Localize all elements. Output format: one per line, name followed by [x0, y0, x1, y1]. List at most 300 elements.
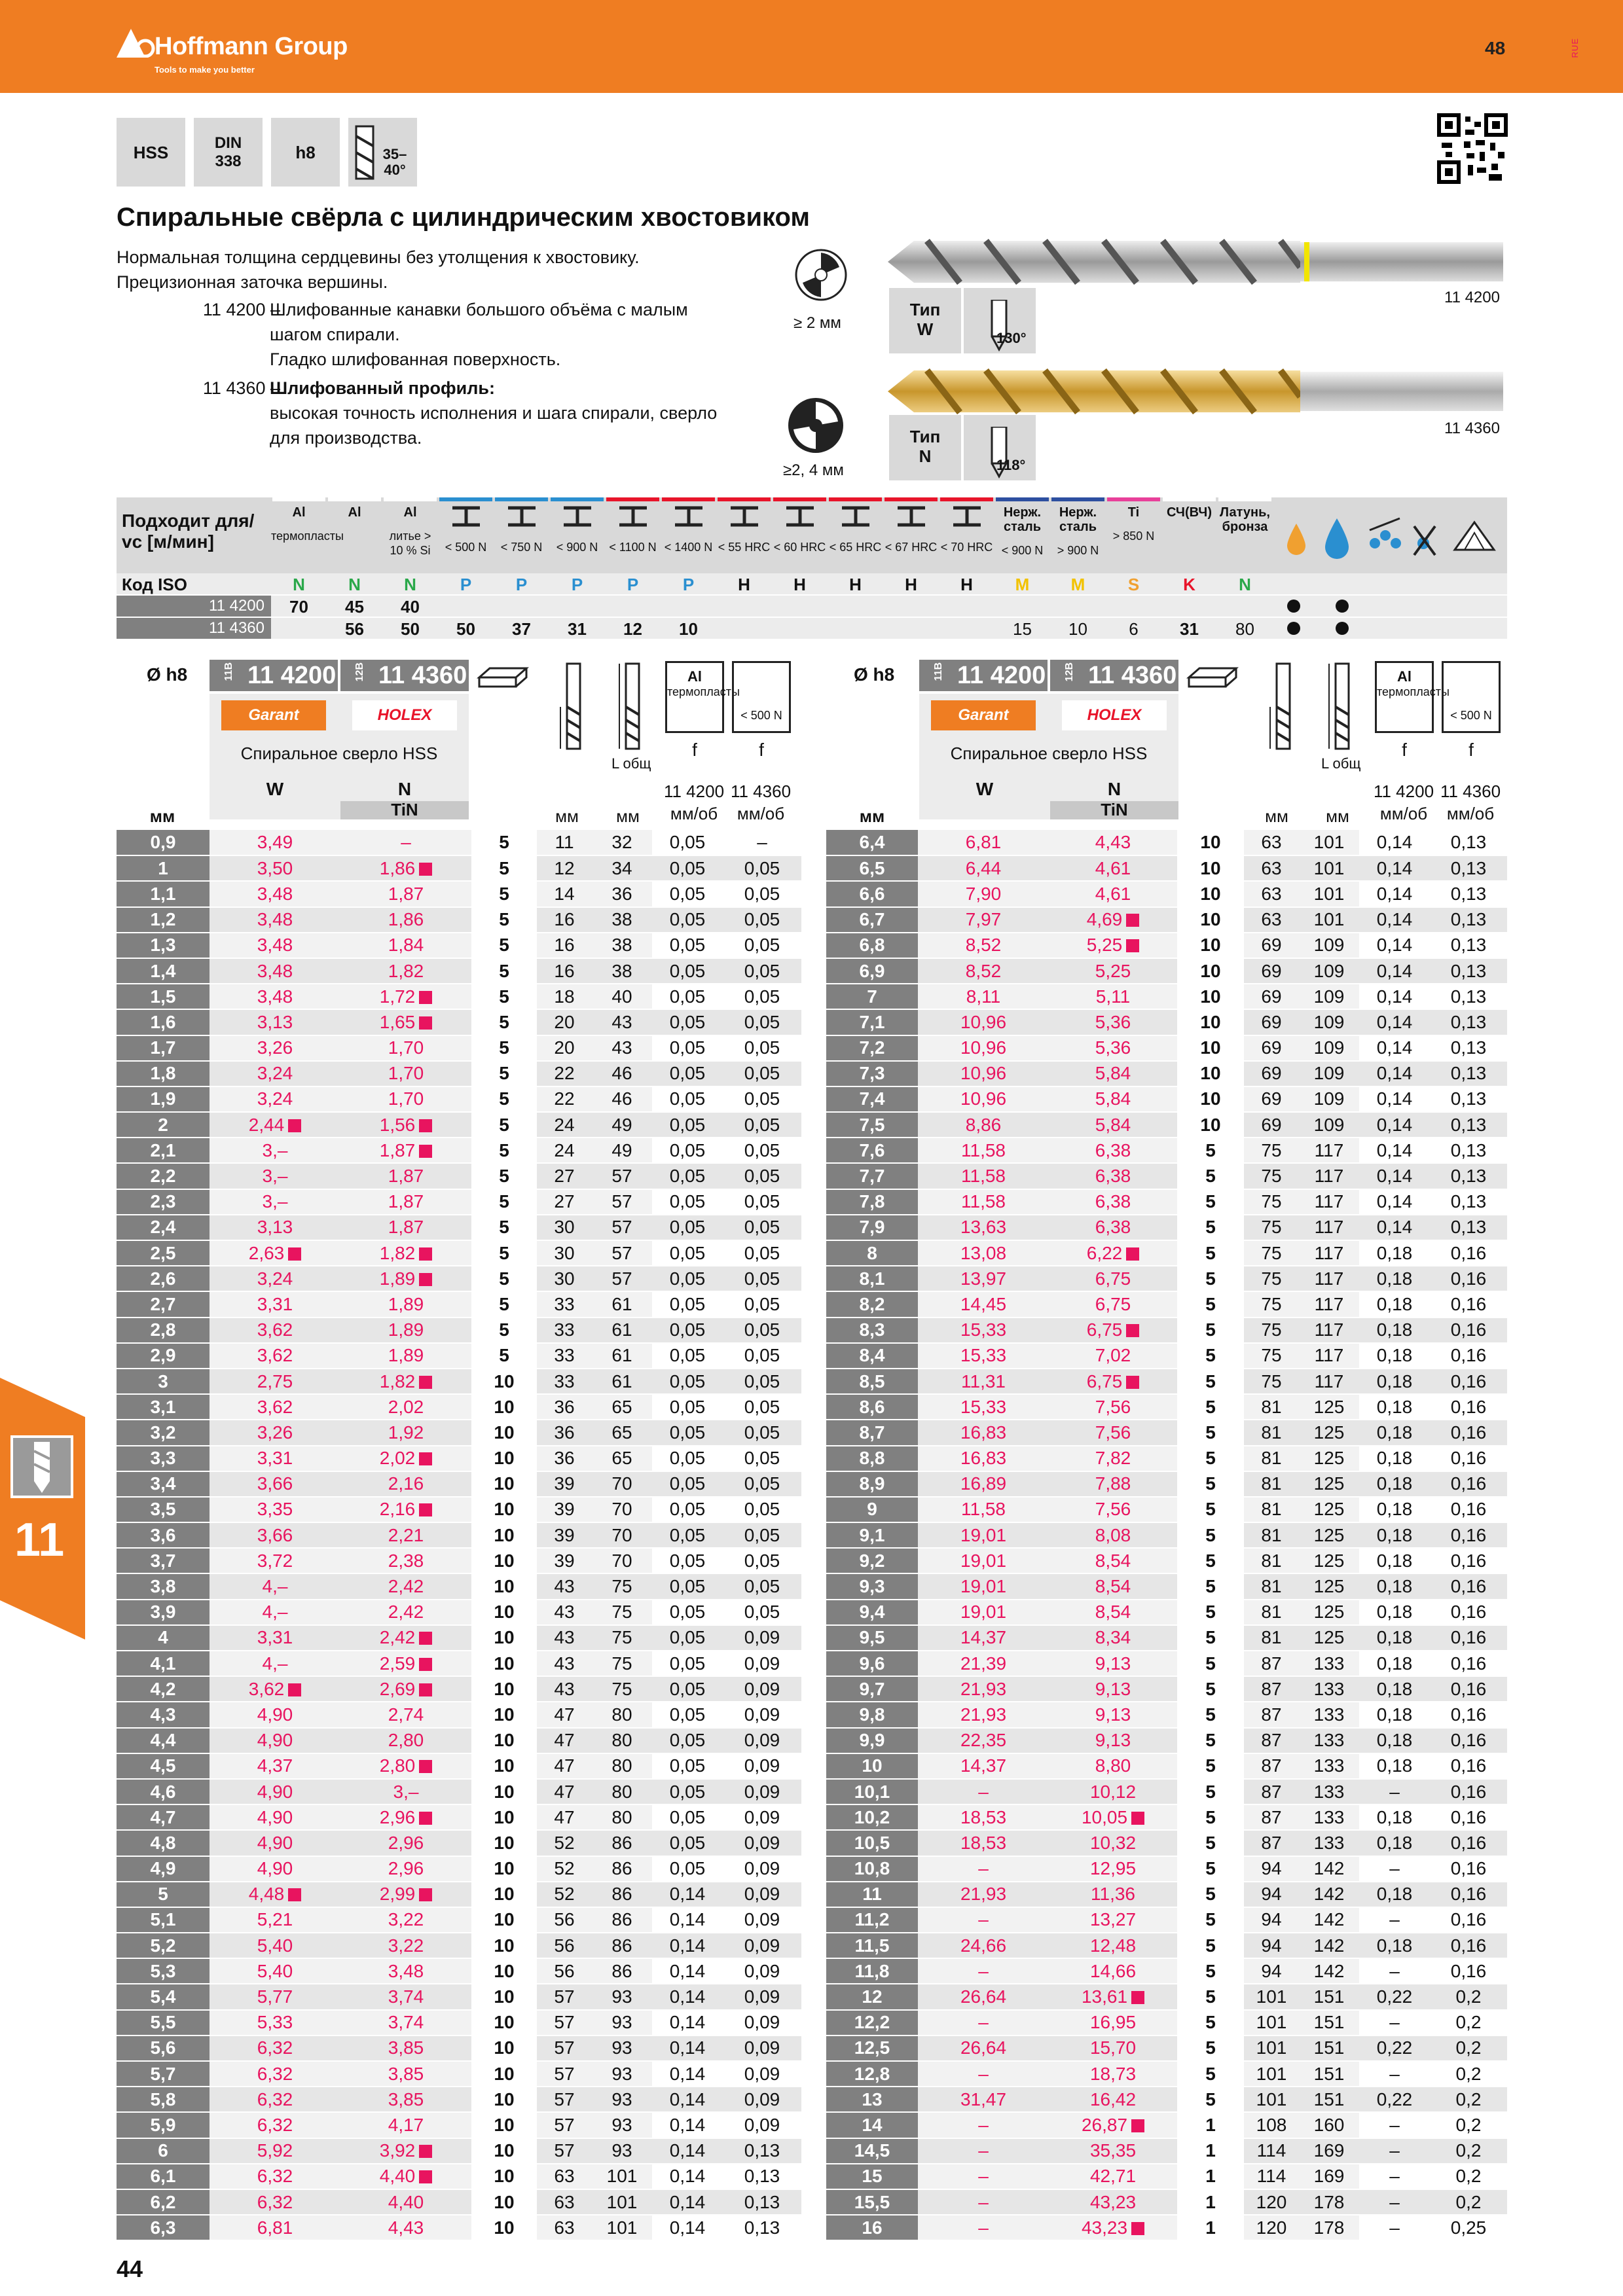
- feed-f: f: [1402, 740, 1407, 760]
- product-name: Спиральное сверло HSS: [950, 744, 1148, 763]
- price-w: 10,96: [918, 1061, 1049, 1086]
- stock-marker-icon: [1126, 914, 1139, 927]
- feed-b: 0,09: [723, 1728, 801, 1753]
- diameter: 2,4: [117, 1215, 210, 1240]
- feed-b: 0,05: [723, 1420, 801, 1445]
- total-length: 169: [1299, 2164, 1359, 2189]
- steel-beam-icon: [895, 505, 928, 528]
- price-n: 1,70: [340, 1086, 471, 1112]
- price-n: 15,70: [1049, 2036, 1177, 2061]
- price-n: 1,82: [340, 958, 471, 984]
- diameter: 2: [117, 1112, 210, 1138]
- material-color-bar: [1218, 497, 1271, 501]
- feed-b: 0,16: [1430, 1958, 1507, 1984]
- price-w: 2,63: [210, 1240, 340, 1266]
- holex-brand: HOLEX: [352, 700, 457, 730]
- flute-length: 24: [537, 1112, 592, 1138]
- pack-qty: 5: [1177, 1830, 1244, 1856]
- total-length: 80: [592, 1779, 652, 1804]
- steel-beam-icon: [505, 505, 538, 528]
- material-spec: < 500 N: [445, 541, 487, 554]
- helix-angle: 35–40°: [382, 145, 407, 178]
- price-n: 5,36: [1049, 1035, 1177, 1061]
- price-n: 6,75: [1049, 1318, 1177, 1343]
- feed-b: 0,16: [1430, 1548, 1507, 1573]
- total-length: 86: [592, 1933, 652, 1958]
- feed-a: 0,05: [652, 1779, 723, 1804]
- material-header: [382, 505, 438, 558]
- flute-length: 94: [1244, 1882, 1299, 1907]
- material-spec: > 850 N: [1112, 529, 1155, 543]
- unit-mm: мм: [149, 806, 175, 826]
- price-n: 2,38: [340, 1548, 471, 1573]
- flute-length: 81: [1244, 1497, 1299, 1522]
- price-w: 11,58: [918, 1189, 1049, 1215]
- diameter: 15: [826, 2164, 918, 2189]
- feed-a: 0,14: [1359, 933, 1430, 958]
- flute-length: 43: [537, 1573, 592, 1599]
- price-n: 1,92: [340, 1420, 471, 1445]
- table-row: [117, 1189, 801, 1215]
- feed-b: 0,09: [723, 1804, 801, 1830]
- flute-length: 87: [1244, 1753, 1299, 1779]
- flute-length: 69: [1244, 984, 1299, 1009]
- price-w: 6,32: [210, 2036, 340, 2061]
- diameter: 3,8: [117, 1573, 210, 1599]
- drill-code-1: 11 4200: [1444, 289, 1500, 306]
- cutting-speed: 10: [679, 619, 698, 639]
- total-length: 133: [1299, 1753, 1359, 1779]
- feed-b: 0,13: [723, 2189, 801, 2215]
- price-w: –: [918, 2215, 1049, 2240]
- feed-a: 0,18: [1359, 1676, 1430, 1702]
- material-header: [494, 505, 549, 554]
- material-header: [939, 505, 994, 554]
- feed-a: –: [1359, 2215, 1430, 2240]
- price-w: 6,32: [210, 2189, 340, 2215]
- feed-b: 0,13: [723, 2138, 801, 2164]
- total-length: 117: [1299, 1138, 1359, 1163]
- pack-qty: 5: [1177, 1600, 1244, 1625]
- feed-a: 0,14: [652, 2061, 723, 2087]
- price-w: 16,89: [918, 1471, 1049, 1497]
- price-n: 18,73: [1049, 2061, 1177, 2087]
- type-label: Тип W: [909, 300, 941, 339]
- total-length: 75: [592, 1676, 652, 1702]
- feed-a: 0,18: [1359, 1394, 1430, 1420]
- flute-length: 57: [537, 2138, 592, 2164]
- material-color-bar: [662, 497, 715, 501]
- total-length: 109: [1299, 1112, 1359, 1138]
- flute-length: 39: [537, 1497, 592, 1522]
- stock-marker-icon: [288, 1683, 301, 1696]
- pack-qty: 5: [1177, 1907, 1244, 1933]
- diameter: 12: [826, 1984, 918, 2009]
- feed-b: 0,05: [723, 907, 801, 933]
- total-length: 125: [1299, 1420, 1359, 1445]
- table-row: [117, 1804, 801, 1830]
- price-w: 3,24: [210, 1086, 340, 1112]
- iso-code: N: [404, 575, 416, 594]
- pack-qty: 10: [1177, 1035, 1244, 1061]
- stock-marker-icon: [1131, 2222, 1144, 2235]
- flute-length: 81: [1244, 1600, 1299, 1625]
- price-n: 2,42: [340, 1573, 471, 1599]
- feed-a: 0,05: [652, 1676, 723, 1702]
- iso-code: P: [682, 575, 695, 594]
- pack-qty: 10: [1177, 1112, 1244, 1138]
- table-row: [826, 1779, 1507, 1804]
- price-w: –: [918, 1907, 1049, 1933]
- price-n: 1,70: [340, 1035, 471, 1061]
- feed-b: 0,09: [723, 1984, 801, 2009]
- table-row: [826, 1086, 1507, 1112]
- feed-a: 0,14: [652, 1958, 723, 1984]
- diameter: 9,8: [826, 1702, 918, 1727]
- table-row: [117, 1676, 801, 1702]
- stock-marker-icon: [419, 1888, 432, 1901]
- pack-qty: 10: [471, 1958, 537, 1984]
- iso-code: H: [738, 575, 750, 594]
- diameter: 1,9: [117, 1086, 210, 1112]
- pack-qty: 10: [1177, 830, 1244, 855]
- total-length: 93: [592, 2061, 652, 2087]
- price-w: 11,58: [918, 1497, 1049, 1522]
- diameter: 1,4: [117, 958, 210, 984]
- price-n: 9,13: [1049, 1728, 1177, 1753]
- total-length: 109: [1299, 1086, 1359, 1112]
- price-w: 3,48: [210, 984, 340, 1009]
- flute-length: 56: [537, 1933, 592, 1958]
- pack-qty: 5: [1177, 1215, 1244, 1240]
- feed-b: 0,16: [1430, 1343, 1507, 1369]
- feed-b: 0,16: [1430, 1573, 1507, 1599]
- price-w: 4,90: [210, 1856, 340, 1882]
- feed-a: 0,05: [652, 984, 723, 1009]
- feed-b: 0,2: [1430, 2036, 1507, 2061]
- unit-mm: мм: [616, 806, 640, 826]
- steel-beam-icon: [839, 505, 872, 528]
- desc-line: Прецизионная заточка вершины.: [117, 272, 388, 292]
- flute-length: 16: [537, 958, 592, 984]
- total-length: 133: [1299, 1728, 1359, 1753]
- flute-length: 101: [1244, 2061, 1299, 2087]
- table-row: [826, 1830, 1507, 1856]
- pack-qty: 5: [1177, 1318, 1244, 1343]
- feed-a: 0,18: [1359, 1753, 1430, 1779]
- material-spec: < 65 HRC: [829, 541, 882, 554]
- price-w: 19,01: [918, 1522, 1049, 1548]
- price-n: 1,87: [340, 1189, 471, 1215]
- flute-length: 81: [1244, 1420, 1299, 1445]
- page-title: Спиральные свёрла с цилиндрическим хвостовиком: [117, 203, 811, 232]
- total-length: 101: [1299, 830, 1359, 855]
- table-row: [117, 1958, 801, 1984]
- flute-length: 43: [537, 1600, 592, 1625]
- price-w: 3,48: [210, 933, 340, 958]
- material-box-al: Al термопласты: [665, 661, 724, 733]
- pack-qty: 5: [1177, 1958, 1244, 1984]
- cutting-speed: 40: [401, 597, 420, 617]
- table-row: [826, 1651, 1507, 1676]
- price-n: 3,22: [340, 1907, 471, 1933]
- flute-length: 81: [1244, 1548, 1299, 1573]
- table-row: [826, 855, 1507, 881]
- qr-code-icon[interactable]: [1436, 113, 1508, 185]
- diameter: 9,4: [826, 1600, 918, 1625]
- flute-length: 120: [1244, 2189, 1299, 2215]
- total-length: 142: [1299, 1958, 1359, 1984]
- feed-a: 0,05: [652, 1420, 723, 1445]
- emulsion-icon: [1287, 524, 1305, 555]
- total-length: 109: [1299, 1061, 1359, 1086]
- table-row: [826, 1497, 1507, 1522]
- diameter: 2,3: [117, 1189, 210, 1215]
- total-length: 61: [592, 1369, 652, 1394]
- table-row: [117, 2189, 801, 2215]
- flute-length: 87: [1244, 1728, 1299, 1753]
- price-w: 6,32: [210, 2164, 340, 2189]
- steel-beam-icon: [784, 505, 816, 528]
- cutting-speed: 10: [1068, 619, 1087, 639]
- feed-a: 0,18: [1359, 1471, 1430, 1497]
- feed-b: 0,16: [1430, 1676, 1507, 1702]
- diameter: 16: [826, 2215, 918, 2240]
- price-w: 4,–: [210, 1651, 340, 1676]
- total-length: 86: [592, 1830, 652, 1856]
- total-length: 80: [592, 1702, 652, 1727]
- iso-code: N: [1239, 575, 1251, 594]
- price-n: 13,61: [1049, 1984, 1177, 2009]
- price-w: 3,72: [210, 1548, 340, 1573]
- price-w: 3,48: [210, 907, 340, 933]
- table-row: [826, 1882, 1507, 1907]
- material-spec: < 55 HRC: [718, 541, 771, 554]
- total-length: 101: [592, 2215, 652, 2240]
- diameter: 4,3: [117, 1702, 210, 1727]
- stock-marker-icon: [419, 1683, 432, 1696]
- total-length: 109: [1299, 933, 1359, 958]
- feed-b: 0,05: [723, 1086, 801, 1112]
- price-w: 6,32: [210, 2112, 340, 2138]
- steel-beam-icon: [450, 505, 483, 528]
- price-w: 5,40: [210, 1958, 340, 1984]
- feed-a: 0,18: [1359, 1625, 1430, 1651]
- feed-b: 0,05: [723, 1189, 801, 1215]
- pack-qty: 5: [1177, 1343, 1244, 1369]
- price-w: –: [918, 1856, 1049, 1882]
- tag-din-text: DIN 338: [214, 134, 242, 170]
- flute-length: 57: [537, 2036, 592, 2061]
- flute-length: 69: [1244, 933, 1299, 958]
- price-w: 16,83: [918, 1446, 1049, 1471]
- material-header: [1106, 505, 1161, 543]
- diameter: 6,9: [826, 958, 918, 984]
- flute-length: 39: [537, 1548, 592, 1573]
- feed-a: 0,05: [652, 1163, 723, 1189]
- table-row: [117, 2112, 801, 2138]
- price-w: 8,11: [918, 984, 1049, 1009]
- feed-b: 0,2: [1430, 2138, 1507, 2164]
- price-w: 19,01: [918, 1600, 1049, 1625]
- cutting-speed: 70: [289, 597, 308, 617]
- pack-qty: 10: [471, 1830, 537, 1856]
- total-length: 93: [592, 2010, 652, 2036]
- feed-a: 0,05: [652, 1728, 723, 1753]
- price-w: 2,75: [210, 1369, 340, 1394]
- table-row: [117, 1753, 801, 1779]
- price-w: 4,90: [210, 1779, 340, 1804]
- table-row: [826, 933, 1507, 958]
- feed-a: 0,18: [1359, 1882, 1430, 1907]
- flute-length: 87: [1244, 1804, 1299, 1830]
- total-length: 125: [1299, 1394, 1359, 1420]
- feed-b: 0,13: [723, 2164, 801, 2189]
- flute-length: 81: [1244, 1625, 1299, 1651]
- total-length: 86: [592, 1856, 652, 1882]
- feed-a: 0,18: [1359, 1291, 1430, 1317]
- feed-a: 0,22: [1359, 1984, 1430, 2009]
- price-n: 2,42: [340, 1600, 471, 1625]
- flute-length: 101: [1244, 2010, 1299, 2036]
- brand-logo: [155, 33, 348, 75]
- pack-qty: 5: [1177, 2087, 1244, 2112]
- feed-b: 0,05: [723, 1497, 801, 1522]
- flute-length: 47: [537, 1804, 592, 1830]
- table-row: [117, 1215, 801, 1240]
- total-length: 133: [1299, 1779, 1359, 1804]
- iso-code: M: [1070, 575, 1085, 594]
- pack-qty: 5: [471, 1189, 537, 1215]
- price-w: 24,66: [918, 1933, 1049, 1958]
- price-n: 3,–: [340, 1779, 471, 1804]
- table-row: [826, 1369, 1507, 1394]
- article-code-pill: [210, 660, 338, 691]
- feed-b: 0,16: [1430, 1728, 1507, 1753]
- price-n: 26,87: [1049, 2112, 1177, 2138]
- feed-b: 0,05: [723, 1318, 801, 1343]
- material-spec: литье > 10 % Si: [389, 529, 431, 557]
- price-n: 1,87: [340, 1163, 471, 1189]
- material-color-bar: [495, 497, 548, 501]
- price-w: 7,97: [918, 907, 1049, 933]
- feed-a: 0,18: [1359, 1830, 1430, 1856]
- total-length: 109: [1299, 984, 1359, 1009]
- feed-a: 0,18: [1359, 1804, 1430, 1830]
- table-row: [826, 1573, 1507, 1599]
- total-length: 142: [1299, 1882, 1359, 1907]
- table-row: [117, 2164, 801, 2189]
- feed-b: 0,16: [1430, 1856, 1507, 1882]
- feed-a: 0,05: [652, 1343, 723, 1369]
- pack-qty: 10: [471, 1548, 537, 1573]
- table-row: [826, 2189, 1507, 2215]
- diameter: 9,1: [826, 1522, 918, 1548]
- diameter: 6: [117, 2138, 210, 2164]
- unit-mm: мм: [555, 806, 579, 826]
- drill-image-11-4200: [888, 234, 1507, 289]
- pack-qty: 10: [1177, 881, 1244, 906]
- label-lobsh: L общ: [1321, 755, 1361, 772]
- flute-length: 22: [537, 1086, 592, 1112]
- feed-b: 0,05: [723, 1163, 801, 1189]
- feed-b: 0,05: [723, 1009, 801, 1035]
- table-row: [826, 2215, 1507, 2240]
- stock-marker-icon: [288, 1888, 301, 1901]
- feed-b: 0,09: [723, 2061, 801, 2087]
- pack-qty: 5: [471, 984, 537, 1009]
- flute-length-icon: [556, 661, 589, 759]
- material-spec: < 1400 N: [664, 541, 713, 554]
- chapter-tab[interactable]: [0, 1378, 85, 1640]
- flute-length: 14: [537, 881, 592, 906]
- table-row: [117, 2087, 801, 2112]
- price-n: 3,22: [340, 1933, 471, 1958]
- price-n: 1,87: [340, 1215, 471, 1240]
- flute-length: 81: [1244, 1573, 1299, 1599]
- feed-a: 0,14: [1359, 1086, 1430, 1112]
- price-w: 26,64: [918, 2036, 1049, 2061]
- feed-a: 0,05: [652, 1600, 723, 1625]
- price-n: 3,48: [340, 1958, 471, 1984]
- diameter: 8,9: [826, 1471, 918, 1497]
- table-row: [826, 984, 1507, 1009]
- feed-a: 0,14: [652, 2164, 723, 2189]
- brand-name: Hoffmann Group: [155, 33, 348, 60]
- feed-b: 0,16: [1430, 1446, 1507, 1471]
- feed-b: 0,09: [723, 1753, 801, 1779]
- flute-length: 43: [537, 1625, 592, 1651]
- pack-qty: 5: [1177, 1984, 1244, 2009]
- diameter: 1,7: [117, 1035, 210, 1061]
- feed-a: 0,14: [1359, 1189, 1430, 1215]
- flute-length: 52: [537, 1882, 592, 1907]
- price-w: 3,13: [210, 1215, 340, 1240]
- iso-code: H: [849, 575, 862, 594]
- total-length: 101: [592, 2189, 652, 2215]
- feed-b: 0,09: [723, 1625, 801, 1651]
- table-row: [117, 1882, 801, 1907]
- price-w: 5,92: [210, 2138, 340, 2164]
- coating-tin: TiN: [1101, 800, 1128, 819]
- unit-mmob: мм/об: [670, 804, 718, 823]
- desc-a: [270, 297, 793, 372]
- language-tag: RUE: [1570, 38, 1580, 58]
- price-w: 19,01: [918, 1573, 1049, 1599]
- total-length: 36: [592, 881, 652, 906]
- price-n: 9,13: [1049, 1651, 1177, 1676]
- price-w: 19,01: [918, 1548, 1049, 1573]
- unit-mm: мм: [859, 806, 885, 826]
- flute-length: 94: [1244, 1856, 1299, 1882]
- price-n: 1,89: [340, 1291, 471, 1317]
- pack-qty: 10: [471, 1600, 537, 1625]
- feed-b: 0,09: [723, 1651, 801, 1676]
- feed-b: 0,05: [723, 958, 801, 984]
- stock-marker-icon: [419, 991, 432, 1004]
- flute-length: 69: [1244, 1112, 1299, 1138]
- diameter: 4,9: [117, 1856, 210, 1882]
- article-code-pill: [1050, 660, 1178, 691]
- total-length: 57: [592, 1266, 652, 1291]
- price-w: 6,32: [210, 2087, 340, 2112]
- price-n: 5,11: [1049, 984, 1177, 1009]
- material-header: [1050, 505, 1106, 558]
- feed-code-a: 11 4200: [663, 781, 725, 801]
- stock-marker-icon: [419, 1658, 432, 1671]
- diameter: 8,4: [826, 1343, 918, 1369]
- total-length: 125: [1299, 1625, 1359, 1651]
